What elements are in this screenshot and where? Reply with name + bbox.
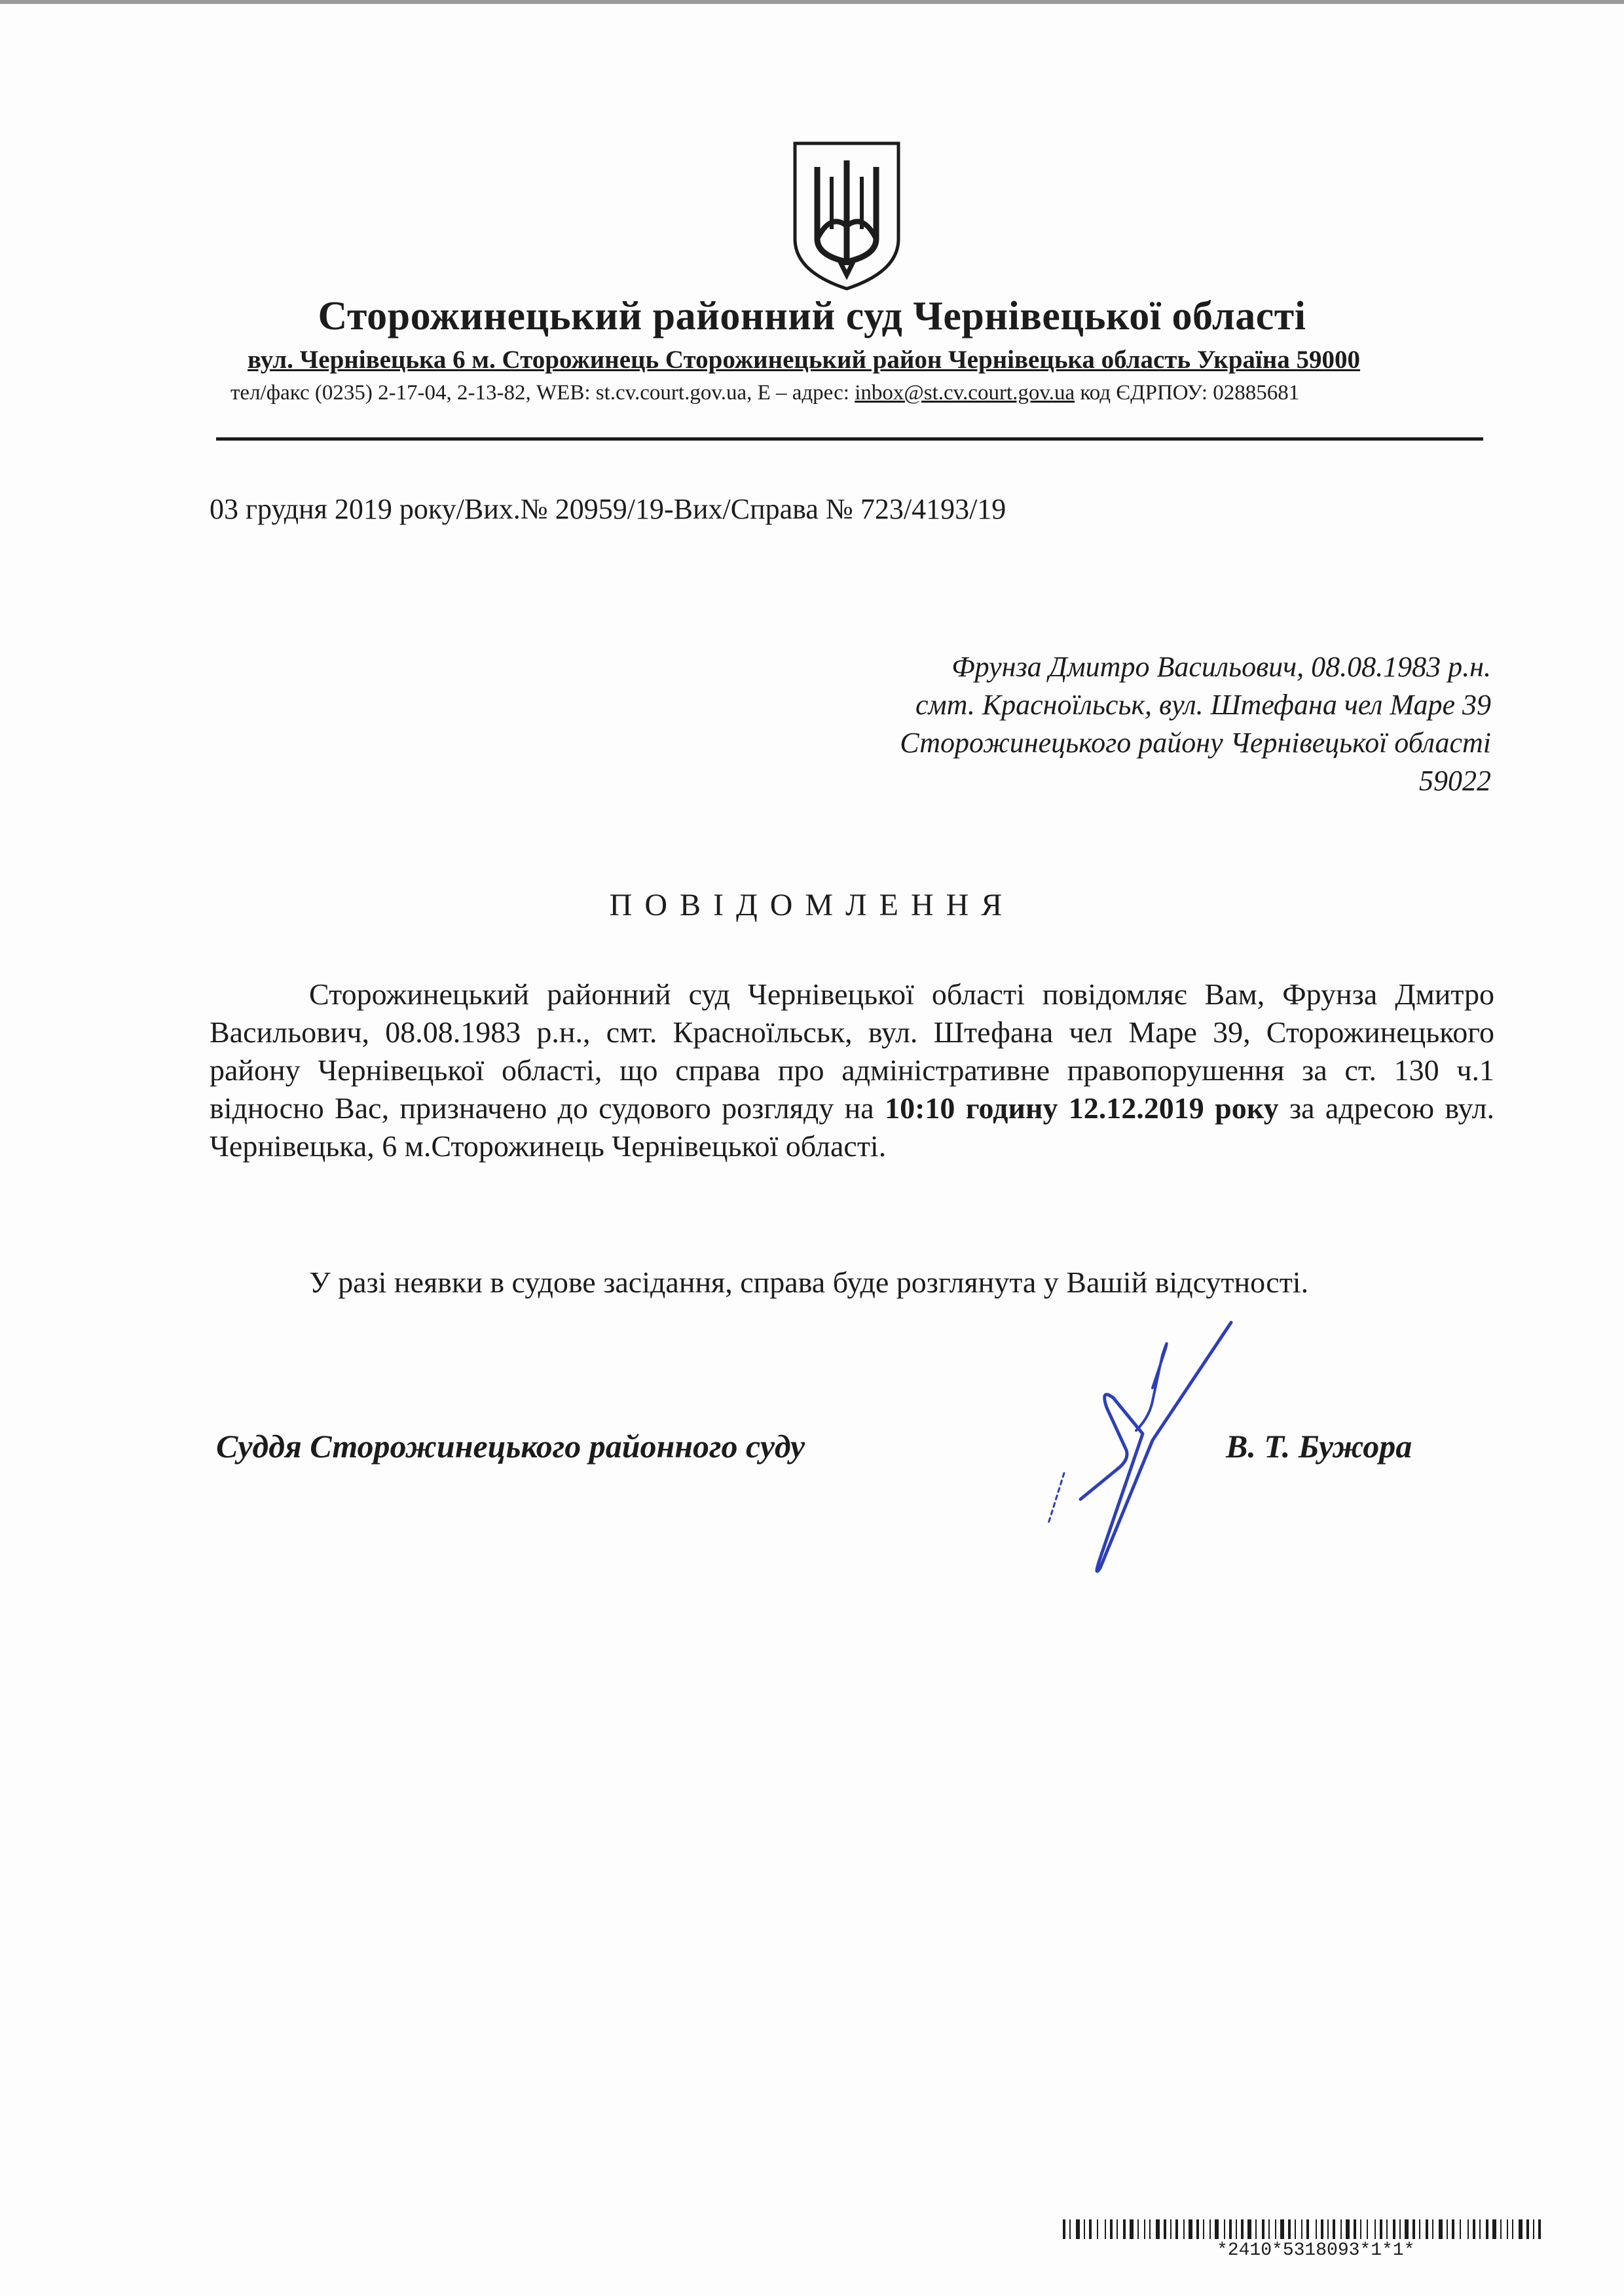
barcode-bar (1116, 2219, 1118, 2239)
contacts-suffix: код ЄДРПОУ: 02885681 (1075, 381, 1300, 405)
barcode-bar (1346, 2219, 1350, 2239)
barcode-bar (1255, 2219, 1257, 2239)
barcode-bar (1419, 2219, 1420, 2239)
barcode-bar (1333, 2219, 1335, 2239)
barcode-bar (1203, 2219, 1204, 2239)
barcode-bar (1375, 2219, 1376, 2239)
barcode-bar (1105, 2219, 1106, 2239)
barcode-bar (1149, 2219, 1151, 2239)
barcode-bar (1467, 2219, 1469, 2239)
barcode-bar (1156, 2219, 1160, 2239)
barcode-bar (1432, 2219, 1433, 2239)
barcode-bar (1170, 2219, 1172, 2239)
barcode-bar (1354, 2219, 1356, 2239)
barcode-bar (1229, 2219, 1232, 2239)
barcode-bar (1144, 2219, 1145, 2239)
barcode-bar (1123, 2219, 1126, 2239)
barcode-bar (1215, 2219, 1219, 2239)
barcode-bar (1110, 2219, 1113, 2239)
barcode-bar (1512, 2219, 1513, 2239)
absence-text: У разі неявки в судове засідання, справа буде розглянута у Вашій відсутності. (309, 1266, 1309, 1299)
barcode-bar (1175, 2219, 1178, 2239)
recipient-region: Сторожинецького району Чернівецької області (900, 727, 1491, 759)
barcode-bar (1316, 2219, 1317, 2239)
notice-paragraph (210, 975, 1494, 1165)
barcode-bar (1519, 2219, 1522, 2239)
barcode-bar (1526, 2219, 1529, 2239)
paragraph-text-start: Сторожинецький районний суд Чернівецької області повідомляє Вам, Фрунза Дмитро Васильович, 08.08.1983 р.н., смт. Красноїльськ, вул. Штефана чел Маре 39, Сторожинецького району Чернівецької області, що справа про адміністративне правопорушення за ст. 130 ч.1 відносно Вас, призначено до судового розгляду на (210, 977, 1494, 1125)
barcode-bar (1306, 2219, 1309, 2239)
signature-role: Суддя Сторожинецького районного суду (216, 1428, 805, 1465)
outgoing-reference: 03 грудня 2019 року/Вих.№ 20959/19-Вих/Справа № 723/4193/19 (210, 493, 1006, 525)
barcode-bar (1500, 2219, 1502, 2239)
email-link[interactable]: inbox@st.cv.court.gov.ua (855, 381, 1075, 405)
barcode-bar (1097, 2219, 1098, 2239)
hearing-time: 10:10 годину 12.12.2019 року (885, 1091, 1279, 1125)
recipient-street: смт. Красноїльськ, вул. Штефана чел Маре 39 (915, 689, 1491, 721)
barcode-bar (1367, 2219, 1368, 2239)
barcode-bar (1301, 2219, 1302, 2239)
barcode-bar (1268, 2219, 1270, 2239)
barcode-bar (1089, 2219, 1092, 2239)
judge-name: В. Т. Бужора (1226, 1428, 1412, 1465)
barcode-bar (1247, 2219, 1251, 2239)
coat-of-arms-icon (791, 141, 902, 291)
barcode-bar (1340, 2219, 1342, 2239)
barcode-bar (1069, 2219, 1071, 2239)
barcode-bar (1412, 2219, 1415, 2239)
barcode-bar (1189, 2219, 1192, 2239)
handwritten-signature (1002, 1309, 1251, 1584)
barcode-bar (1295, 2219, 1296, 2239)
contacts-prefix: тел/факс (0235) 2-17-04, 2-13-82, WEB: st.cv.court.gov.ua, E – адрес: (231, 381, 855, 405)
barcode-bar (1405, 2219, 1409, 2239)
barcode (1063, 2219, 1541, 2239)
barcode-bar (1137, 2219, 1139, 2239)
barcode-bar (1076, 2219, 1080, 2239)
barcode-bar (1507, 2219, 1508, 2239)
barcode-bar (1327, 2219, 1329, 2239)
court-contacts (231, 381, 1299, 405)
barcode-text: *2410*5318093*1*1* (1217, 2240, 1415, 2261)
barcode-bar (1533, 2219, 1534, 2239)
recipient-name: Фрунза Дмитро Васильович, 08.08.1983 р.н. (951, 651, 1491, 683)
paragraph-text-end: за адресою вул. Чернівецька, 6 м.Сторожинець Чернівецької області. (210, 1091, 1494, 1163)
barcode-bar (1439, 2219, 1443, 2239)
barcode-bar (1360, 2219, 1361, 2239)
barcode-bar (1130, 2219, 1134, 2239)
barcode-bar (1380, 2219, 1382, 2239)
barcode-bar (1288, 2219, 1291, 2239)
barcode-bar (1196, 2219, 1199, 2239)
barcode-bar (1224, 2219, 1225, 2239)
barcode-bar (1426, 2219, 1428, 2239)
notice-title: ПОВІДОМЛЕННЯ (609, 888, 1015, 922)
barcode-bar (1262, 2219, 1264, 2239)
recipient-postcode: 59022 (1419, 765, 1491, 797)
court-name: Сторожинецький районний суд Чернівецької області (318, 294, 1306, 338)
absence-paragraph (210, 1264, 1494, 1302)
barcode-bar (1452, 2219, 1454, 2239)
barcode-bar (1492, 2219, 1496, 2239)
barcode-bar (1460, 2219, 1461, 2239)
barcode-bar (1393, 2219, 1395, 2239)
barcode-bar (1447, 2219, 1448, 2239)
court-address: вул. Чернівецька 6 м. Сторожинець Сторожинецький район Чернівецька область Україна 59000 (248, 346, 1360, 374)
barcode-bar (1473, 2219, 1475, 2239)
barcode-bar (1241, 2219, 1244, 2239)
barcode-bar (1275, 2219, 1276, 2239)
barcode-bar (1486, 2219, 1488, 2239)
barcode-bar (1164, 2219, 1166, 2239)
barcode-bar (1280, 2219, 1284, 2239)
scan-edge (0, 0, 1624, 4)
barcode-bar (1479, 2219, 1481, 2239)
barcode-bar (1063, 2219, 1065, 2239)
barcode-bar (1209, 2219, 1211, 2239)
barcode-bar (1538, 2219, 1541, 2239)
barcode-bar (1236, 2219, 1237, 2239)
barcode-bar (1399, 2219, 1401, 2239)
recipient-block (900, 648, 1491, 800)
barcode-bar (1183, 2219, 1185, 2239)
barcode-bar (1321, 2219, 1323, 2239)
barcode-bar (1386, 2219, 1388, 2239)
header-divider (216, 437, 1483, 441)
barcode-bar (1084, 2219, 1085, 2239)
